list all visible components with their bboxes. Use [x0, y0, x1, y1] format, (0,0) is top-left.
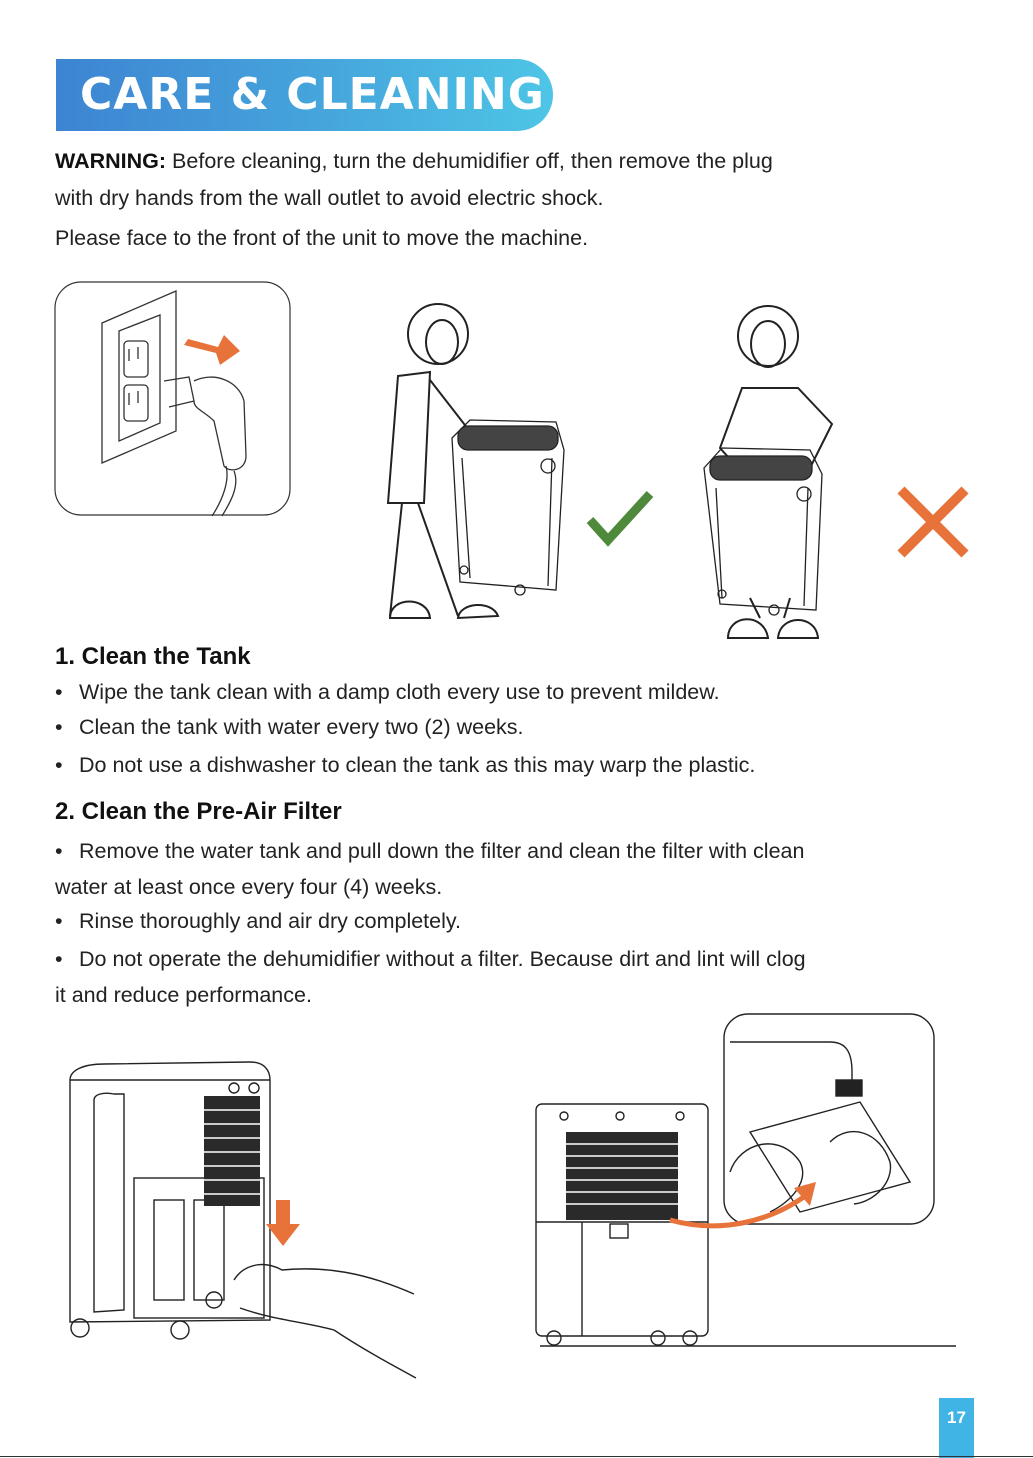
cross-icon	[895, 484, 971, 560]
warning-line-1	[55, 146, 773, 176]
remove-filter-illustration	[64, 1060, 420, 1380]
move-instruction: Please face to the front of the unit to move the machine.	[55, 226, 589, 250]
list-item: • Remove the water tank and pull down the filter and clean the filter with clean	[55, 836, 804, 866]
list-item: • Clean the tank with water every two (2) weeks.	[55, 712, 524, 742]
bullet: •	[55, 909, 63, 933]
page-number: 17	[939, 1398, 974, 1458]
warning-text-1: Before cleaning, turn the dehumidifier off, then remove the plug	[166, 149, 773, 173]
bullet: •	[55, 680, 63, 704]
warning-label: WARNING:	[55, 149, 167, 173]
list-item: • Do not use a dishwasher to clean the tank as this may warp the plastic.	[55, 750, 755, 780]
page-title: CARE & CLEANING	[80, 69, 545, 120]
unplug-illustration	[54, 281, 292, 517]
warning-line-2: with dry hands from the wall outlet to avoid electric shock.	[55, 186, 604, 210]
list-item: • Rinse thoroughly and air dry completely.	[55, 906, 461, 936]
bullet: •	[55, 715, 63, 739]
bullet: •	[55, 753, 63, 777]
rinse-filter-illustration	[530, 1012, 960, 1352]
section-2-heading: 2. Clean the Pre-Air Filter	[55, 798, 342, 825]
list-item-continuation: it and reduce performance.	[55, 983, 312, 1007]
bullet: •	[55, 839, 63, 863]
bottom-rule	[0, 1456, 1033, 1457]
list-item: • Wipe the tank clean with a damp cloth every use to prevent mildew.	[55, 677, 720, 707]
section-1-heading: 1. Clean the Tank	[55, 643, 251, 670]
wrong-carry-illustration	[698, 298, 848, 642]
bullet: •	[55, 947, 63, 971]
list-item-continuation: water at least once every four (4) weeks.	[55, 875, 443, 899]
check-icon	[586, 490, 656, 548]
list-item: • Do not operate the dehumidifier without a filter. Because dirt and lint will clog	[55, 944, 806, 974]
correct-carry-illustration	[380, 298, 610, 638]
